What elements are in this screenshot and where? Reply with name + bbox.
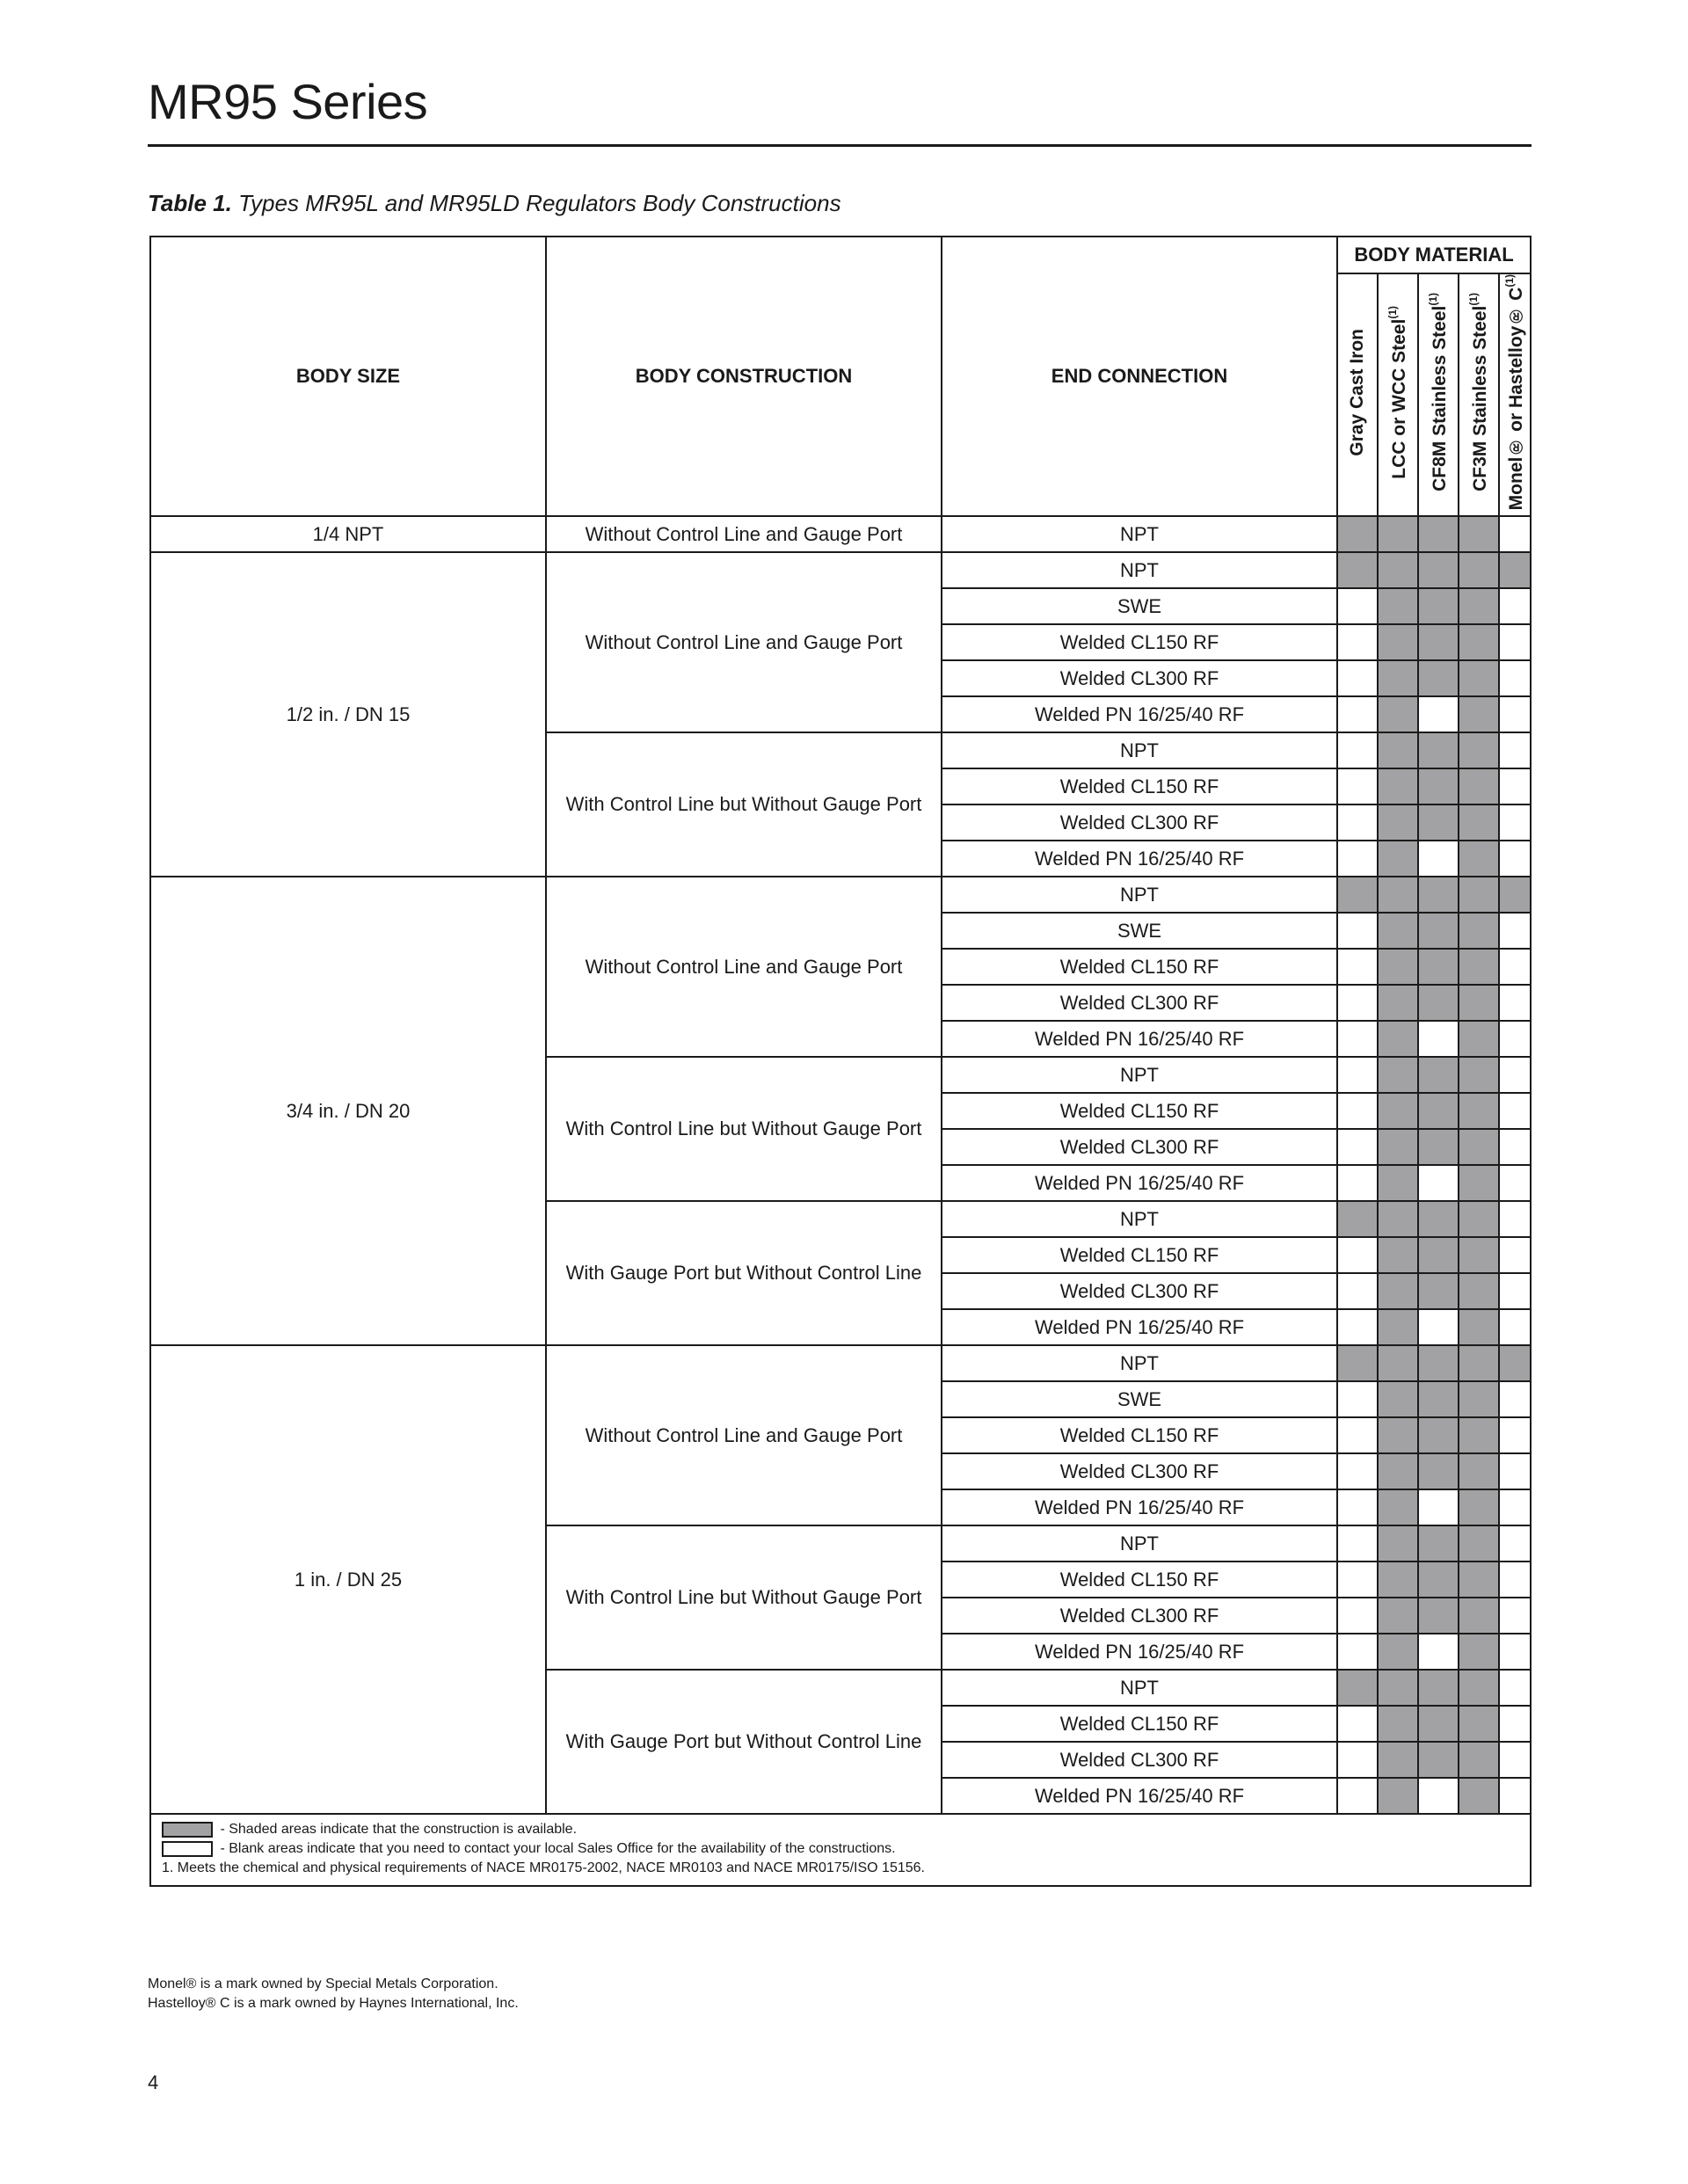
availability-cell-available xyxy=(1418,1562,1459,1598)
availability-cell-available xyxy=(1378,1345,1418,1381)
table-row xyxy=(150,552,1531,588)
availability-cell-available xyxy=(1418,660,1459,696)
availability-cell-available xyxy=(1459,1381,1499,1417)
availability-cell-contact-sales xyxy=(1337,1598,1378,1634)
availability-cell-available xyxy=(1459,1093,1499,1129)
end-connection-cell: Welded CL300 RF xyxy=(942,1129,1337,1165)
material-footnote-ref: (1) xyxy=(1386,305,1399,319)
end-connection-cell: Welded CL300 RF xyxy=(942,1598,1337,1634)
availability-cell-contact-sales xyxy=(1337,1057,1378,1093)
availability-cell-available xyxy=(1459,1634,1499,1670)
availability-cell-available xyxy=(1459,1129,1499,1165)
availability-cell-available xyxy=(1418,588,1459,624)
availability-cell-available xyxy=(1459,804,1499,841)
availability-cell-available xyxy=(1459,985,1499,1021)
availability-cell-contact-sales xyxy=(1499,985,1531,1021)
availability-cell-contact-sales xyxy=(1337,1021,1378,1057)
availability-cell-available xyxy=(1418,732,1459,768)
legend-shaded-text: - Shaded areas indicate that the construction is available. xyxy=(216,1822,578,1838)
availability-cell-available xyxy=(1459,1453,1499,1489)
end-connection-cell: Welded CL300 RF xyxy=(942,1742,1337,1778)
availability-cell-available xyxy=(1459,1417,1499,1453)
availability-cell-contact-sales xyxy=(1499,516,1531,552)
availability-cell-available xyxy=(1378,804,1418,841)
end-connection-cell: Welded PN 16/25/40 RF xyxy=(942,841,1337,877)
availability-cell-available xyxy=(1459,624,1499,660)
availability-cell-available xyxy=(1459,1237,1499,1273)
table-row xyxy=(150,1345,1531,1381)
material-label: CF3M Stainless Steel$^{(1)}$ xyxy=(1466,293,1490,492)
availability-cell-available xyxy=(1378,516,1418,552)
availability-cell-available xyxy=(1459,732,1499,768)
availability-cell-contact-sales xyxy=(1337,804,1378,841)
availability-cell-available xyxy=(1378,732,1418,768)
availability-cell-available xyxy=(1378,1201,1418,1237)
availability-cell-available xyxy=(1378,1489,1418,1525)
body-construction-cell: With Gauge Port but Without Control Line xyxy=(546,1670,942,1814)
end-connection-cell: Welded PN 16/25/40 RF xyxy=(942,1165,1337,1201)
availability-cell-contact-sales xyxy=(1499,696,1531,732)
material-header-1 xyxy=(1337,273,1378,516)
availability-cell-available xyxy=(1418,985,1459,1021)
end-connection-cell: NPT xyxy=(942,1057,1337,1093)
availability-cell-available xyxy=(1378,696,1418,732)
end-connection-cell: Welded CL300 RF xyxy=(942,804,1337,841)
availability-cell-contact-sales xyxy=(1499,1021,1531,1057)
availability-cell-available xyxy=(1459,913,1499,949)
header-body-material: BODY MATERIAL xyxy=(1337,237,1531,273)
legend-blank-text: - Blank areas indicate that you need to contact your local Sales Office for the availability of the constructions. xyxy=(216,1841,896,1857)
availability-cell-available xyxy=(1459,1778,1499,1814)
page-number: 4 xyxy=(148,2071,159,2093)
availability-cell-available xyxy=(1378,1309,1418,1345)
page-header xyxy=(148,74,1532,147)
availability-cell-contact-sales xyxy=(1499,1093,1531,1129)
body-size-cell: 1/2 in. / DN 15 xyxy=(150,552,546,877)
end-connection-cell: Welded CL150 RF xyxy=(942,1562,1337,1598)
availability-cell-available xyxy=(1459,1309,1499,1345)
availability-cell-available xyxy=(1418,1237,1459,1273)
availability-cell-available xyxy=(1378,1634,1418,1670)
material-label: CF8M Stainless Steel$^{(1)}$ xyxy=(1426,293,1450,492)
table-caption xyxy=(148,190,841,217)
availability-cell-available xyxy=(1459,768,1499,804)
availability-cell-contact-sales xyxy=(1499,804,1531,841)
availability-cell-contact-sales xyxy=(1337,1273,1378,1309)
availability-cell-contact-sales xyxy=(1418,1489,1459,1525)
availability-cell-available xyxy=(1459,1165,1499,1201)
material-header-5 xyxy=(1499,273,1531,516)
availability-cell-available xyxy=(1378,1237,1418,1273)
availability-cell-contact-sales xyxy=(1337,1706,1378,1742)
table-legend xyxy=(150,1814,1531,1886)
availability-cell-available xyxy=(1337,552,1378,588)
availability-cell-available xyxy=(1378,1525,1418,1562)
end-connection-cell: Welded PN 16/25/40 RF xyxy=(942,1309,1337,1345)
availability-cell-available xyxy=(1378,1381,1418,1417)
end-connection-cell: NPT xyxy=(942,877,1337,913)
availability-cell-available xyxy=(1378,1273,1418,1309)
availability-cell-contact-sales xyxy=(1418,841,1459,877)
blank-swatch xyxy=(162,1841,213,1857)
availability-cell-available xyxy=(1459,841,1499,877)
material-label: Monel® or Hastelloy® $C^{(1)}$ xyxy=(1502,274,1526,511)
availability-cell-available xyxy=(1459,516,1499,552)
availability-cell-contact-sales xyxy=(1499,1057,1531,1093)
end-connection-cell: Welded PN 16/25/40 RF xyxy=(942,1021,1337,1057)
availability-cell-available xyxy=(1337,877,1378,913)
availability-cell-available xyxy=(1418,516,1459,552)
end-connection-cell: NPT xyxy=(942,732,1337,768)
availability-cell-available xyxy=(1459,1021,1499,1057)
availability-cell-contact-sales xyxy=(1418,696,1459,732)
availability-cell-available xyxy=(1418,1201,1459,1237)
end-connection-cell: NPT xyxy=(942,552,1337,588)
header-body-size: BODY SIZE xyxy=(150,237,546,516)
availability-cell-available xyxy=(1378,1417,1418,1453)
end-connection-cell: Welded CL150 RF xyxy=(942,949,1337,985)
material-footnote-ref: (1) xyxy=(1426,293,1439,306)
availability-cell-available xyxy=(1378,877,1418,913)
end-connection-cell: Welded PN 16/25/40 RF xyxy=(942,696,1337,732)
availability-cell-contact-sales xyxy=(1499,660,1531,696)
availability-cell-available xyxy=(1459,660,1499,696)
availability-cell-contact-sales xyxy=(1337,1634,1378,1670)
body-construction-cell: With Control Line but Without Gauge Port xyxy=(546,1525,942,1670)
availability-cell-available xyxy=(1459,1598,1499,1634)
availability-cell-available xyxy=(1459,1345,1499,1381)
body-size-cell: 1 in. / DN 25 xyxy=(150,1345,546,1814)
body-construction-cell: With Control Line but Without Gauge Port xyxy=(546,1057,942,1201)
availability-cell-available xyxy=(1418,1742,1459,1778)
material-footnote-ref: (1) xyxy=(1502,274,1516,288)
availability-cell-available xyxy=(1378,841,1418,877)
end-connection-cell: SWE xyxy=(942,588,1337,624)
end-connection-cell: Welded PN 16/25/40 RF xyxy=(942,1634,1337,1670)
availability-cell-available xyxy=(1459,696,1499,732)
trademark-notes xyxy=(148,1975,519,2013)
header-rule xyxy=(148,144,1532,147)
availability-cell-available xyxy=(1418,1129,1459,1165)
availability-cell-contact-sales xyxy=(1499,1778,1531,1814)
availability-cell-available xyxy=(1459,1273,1499,1309)
availability-cell-contact-sales xyxy=(1337,841,1378,877)
availability-cell-available xyxy=(1378,1742,1418,1778)
availability-cell-contact-sales xyxy=(1499,1634,1531,1670)
availability-cell-contact-sales xyxy=(1337,1381,1378,1417)
availability-cell-contact-sales xyxy=(1499,1417,1531,1453)
availability-cell-available xyxy=(1459,877,1499,913)
material-header-3 xyxy=(1418,273,1459,516)
end-connection-cell: Welded CL150 RF xyxy=(942,624,1337,660)
legend-blank xyxy=(162,1839,1521,1859)
availability-cell-available xyxy=(1378,1670,1418,1706)
table-caption-label: Table 1. xyxy=(148,190,232,216)
material-label: Gray Cast Iron xyxy=(1347,328,1367,456)
availability-cell-available xyxy=(1459,1057,1499,1093)
availability-cell-contact-sales xyxy=(1499,1165,1531,1201)
availability-cell-contact-sales xyxy=(1337,1453,1378,1489)
table-row xyxy=(150,877,1531,913)
availability-cell-available xyxy=(1459,1742,1499,1778)
availability-cell-contact-sales xyxy=(1337,1309,1378,1345)
availability-cell-available xyxy=(1418,1525,1459,1562)
body-construction-cell: With Control Line but Without Gauge Port xyxy=(546,732,942,877)
availability-cell-available xyxy=(1459,1706,1499,1742)
availability-cell-contact-sales xyxy=(1499,732,1531,768)
availability-cell-contact-sales xyxy=(1499,1129,1531,1165)
availability-cell-available xyxy=(1378,1778,1418,1814)
availability-cell-available xyxy=(1459,1670,1499,1706)
body-constructions-table xyxy=(149,236,1532,1887)
table-caption-text: Types MR95L and MR95LD Regulators Body Constructions xyxy=(231,190,841,216)
availability-cell-available xyxy=(1378,624,1418,660)
availability-cell-contact-sales xyxy=(1499,1453,1531,1489)
shaded-swatch xyxy=(162,1822,213,1838)
availability-cell-contact-sales xyxy=(1499,1525,1531,1562)
trademark-monel: Monel® is a mark owned by Special Metals Corporation. xyxy=(148,1977,498,1991)
body-construction-cell: With Gauge Port but Without Control Line xyxy=(546,1201,942,1345)
availability-cell-contact-sales xyxy=(1337,1489,1378,1525)
availability-cell-available xyxy=(1418,552,1459,588)
availability-cell-available xyxy=(1378,552,1418,588)
end-connection-cell: Welded CL300 RF xyxy=(942,1453,1337,1489)
availability-cell-available xyxy=(1418,1598,1459,1634)
availability-cell-available xyxy=(1418,949,1459,985)
availability-cell-available xyxy=(1337,516,1378,552)
availability-cell-contact-sales xyxy=(1499,1562,1531,1598)
end-connection-cell: Welded CL300 RF xyxy=(942,985,1337,1021)
availability-cell-contact-sales xyxy=(1499,1237,1531,1273)
availability-cell-available xyxy=(1418,1273,1459,1309)
availability-cell-contact-sales xyxy=(1337,696,1378,732)
series-title: MR95 Series xyxy=(148,74,428,129)
availability-cell-available xyxy=(1378,1165,1418,1201)
body-construction-cell: Without Control Line and Gauge Port xyxy=(546,516,942,552)
table-row xyxy=(150,516,1531,552)
availability-cell-available xyxy=(1459,949,1499,985)
availability-cell-contact-sales xyxy=(1337,732,1378,768)
availability-cell-available xyxy=(1499,1345,1531,1381)
availability-cell-contact-sales xyxy=(1499,624,1531,660)
end-connection-cell: NPT xyxy=(942,1345,1337,1381)
end-connection-cell: Welded CL150 RF xyxy=(942,1093,1337,1129)
availability-cell-available xyxy=(1378,913,1418,949)
body-construction-cell: Without Control Line and Gauge Port xyxy=(546,552,942,732)
availability-cell-contact-sales xyxy=(1499,1706,1531,1742)
availability-cell-available xyxy=(1378,1453,1418,1489)
availability-cell-available xyxy=(1418,1057,1459,1093)
availability-cell-available xyxy=(1418,1670,1459,1706)
availability-cell-available xyxy=(1418,877,1459,913)
end-connection-cell: NPT xyxy=(942,516,1337,552)
availability-cell-available xyxy=(1337,1201,1378,1237)
availability-cell-contact-sales xyxy=(1337,624,1378,660)
header-body-construction: BODY CONSTRUCTION xyxy=(546,237,942,516)
availability-cell-available xyxy=(1418,624,1459,660)
availability-cell-available xyxy=(1378,949,1418,985)
availability-cell-available xyxy=(1378,1021,1418,1057)
availability-cell-available xyxy=(1337,1670,1378,1706)
body-construction-cell: Without Control Line and Gauge Port xyxy=(546,1345,942,1525)
availability-cell-contact-sales xyxy=(1418,1634,1459,1670)
availability-cell-available xyxy=(1459,1562,1499,1598)
availability-cell-available xyxy=(1459,588,1499,624)
availability-cell-available xyxy=(1418,1093,1459,1129)
availability-cell-available xyxy=(1378,660,1418,696)
availability-cell-available xyxy=(1418,1706,1459,1742)
availability-cell-contact-sales xyxy=(1499,1201,1531,1237)
availability-cell-available xyxy=(1378,1093,1418,1129)
header-end-connection: END CONNECTION xyxy=(942,237,1337,516)
availability-cell-contact-sales xyxy=(1337,1742,1378,1778)
availability-cell-contact-sales xyxy=(1337,949,1378,985)
availability-cell-contact-sales xyxy=(1337,1237,1378,1273)
availability-cell-available xyxy=(1418,1453,1459,1489)
availability-cell-contact-sales xyxy=(1418,1021,1459,1057)
availability-cell-contact-sales xyxy=(1337,913,1378,949)
end-connection-cell: SWE xyxy=(942,913,1337,949)
availability-cell-available xyxy=(1499,877,1531,913)
end-connection-cell: Welded CL150 RF xyxy=(942,1237,1337,1273)
availability-cell-contact-sales xyxy=(1418,1778,1459,1814)
material-label: LCC or WCC Steel$^{(1)}$ xyxy=(1386,305,1409,479)
availability-cell-contact-sales xyxy=(1337,1093,1378,1129)
material-footnote-ref: (1) xyxy=(1466,293,1480,306)
availability-cell-contact-sales xyxy=(1337,1525,1378,1562)
availability-cell-contact-sales xyxy=(1499,913,1531,949)
availability-cell-contact-sales xyxy=(1499,1381,1531,1417)
availability-cell-available xyxy=(1378,1562,1418,1598)
availability-cell-available xyxy=(1418,1345,1459,1381)
availability-cell-available xyxy=(1378,985,1418,1021)
availability-cell-available xyxy=(1378,768,1418,804)
end-connection-cell: NPT xyxy=(942,1670,1337,1706)
availability-cell-contact-sales xyxy=(1499,1670,1531,1706)
end-connection-cell: Welded CL300 RF xyxy=(942,660,1337,696)
end-connection-cell: Welded CL300 RF xyxy=(942,1273,1337,1309)
availability-cell-contact-sales xyxy=(1337,985,1378,1021)
availability-cell-contact-sales xyxy=(1499,1489,1531,1525)
availability-cell-contact-sales xyxy=(1499,768,1531,804)
availability-cell-available xyxy=(1459,1201,1499,1237)
availability-cell-contact-sales xyxy=(1337,1165,1378,1201)
availability-cell-contact-sales xyxy=(1337,660,1378,696)
availability-cell-available xyxy=(1418,804,1459,841)
availability-cell-contact-sales xyxy=(1499,1598,1531,1634)
end-connection-cell: Welded PN 16/25/40 RF xyxy=(942,1778,1337,1814)
availability-cell-contact-sales xyxy=(1337,1417,1378,1453)
availability-cell-available xyxy=(1418,768,1459,804)
availability-cell-available xyxy=(1378,1129,1418,1165)
availability-cell-contact-sales xyxy=(1418,1165,1459,1201)
availability-cell-contact-sales xyxy=(1337,768,1378,804)
availability-cell-contact-sales xyxy=(1499,949,1531,985)
end-connection-cell: SWE xyxy=(942,1381,1337,1417)
end-connection-cell: NPT xyxy=(942,1525,1337,1562)
end-connection-cell: NPT xyxy=(942,1201,1337,1237)
end-connection-cell: Welded CL150 RF xyxy=(942,1417,1337,1453)
availability-cell-contact-sales xyxy=(1418,1309,1459,1345)
availability-cell-available xyxy=(1459,1525,1499,1562)
end-connection-cell: Welded CL150 RF xyxy=(942,1706,1337,1742)
legend-shaded xyxy=(162,1820,1521,1839)
end-connection-cell: Welded PN 16/25/40 RF xyxy=(942,1489,1337,1525)
material-header-2 xyxy=(1378,273,1418,516)
body-construction-cell: Without Control Line and Gauge Port xyxy=(546,877,942,1057)
availability-cell-available xyxy=(1378,1057,1418,1093)
body-size-cell: 3/4 in. / DN 20 xyxy=(150,877,546,1345)
availability-cell-contact-sales xyxy=(1499,1273,1531,1309)
availability-cell-contact-sales xyxy=(1337,1562,1378,1598)
availability-cell-available xyxy=(1418,1417,1459,1453)
availability-cell-available xyxy=(1378,1598,1418,1634)
availability-cell-available xyxy=(1378,588,1418,624)
availability-cell-available xyxy=(1378,1706,1418,1742)
availability-cell-available xyxy=(1337,1345,1378,1381)
availability-cell-available xyxy=(1459,552,1499,588)
availability-cell-contact-sales xyxy=(1337,1129,1378,1165)
availability-cell-contact-sales xyxy=(1337,1778,1378,1814)
legend-footnote: 1. Meets the chemical and physical requirements of NACE MR0175-2002, NACE MR0103 and NACE MR0175/ISO 15156. xyxy=(162,1860,925,1876)
body-size-cell: 1/4 NPT xyxy=(150,516,546,552)
end-connection-cell: Welded CL150 RF xyxy=(942,768,1337,804)
availability-cell-contact-sales xyxy=(1499,588,1531,624)
availability-cell-contact-sales xyxy=(1499,1742,1531,1778)
availability-cell-contact-sales xyxy=(1499,841,1531,877)
trademark-hastelloy: Hastelloy® C is a mark owned by Haynes International, Inc. xyxy=(148,1996,519,2011)
material-header-4 xyxy=(1459,273,1499,516)
availability-cell-contact-sales xyxy=(1499,1309,1531,1345)
availability-cell-available xyxy=(1418,1381,1459,1417)
availability-cell-contact-sales xyxy=(1337,588,1378,624)
availability-cell-available xyxy=(1499,552,1531,588)
availability-cell-available xyxy=(1459,1489,1499,1525)
availability-cell-available xyxy=(1418,913,1459,949)
